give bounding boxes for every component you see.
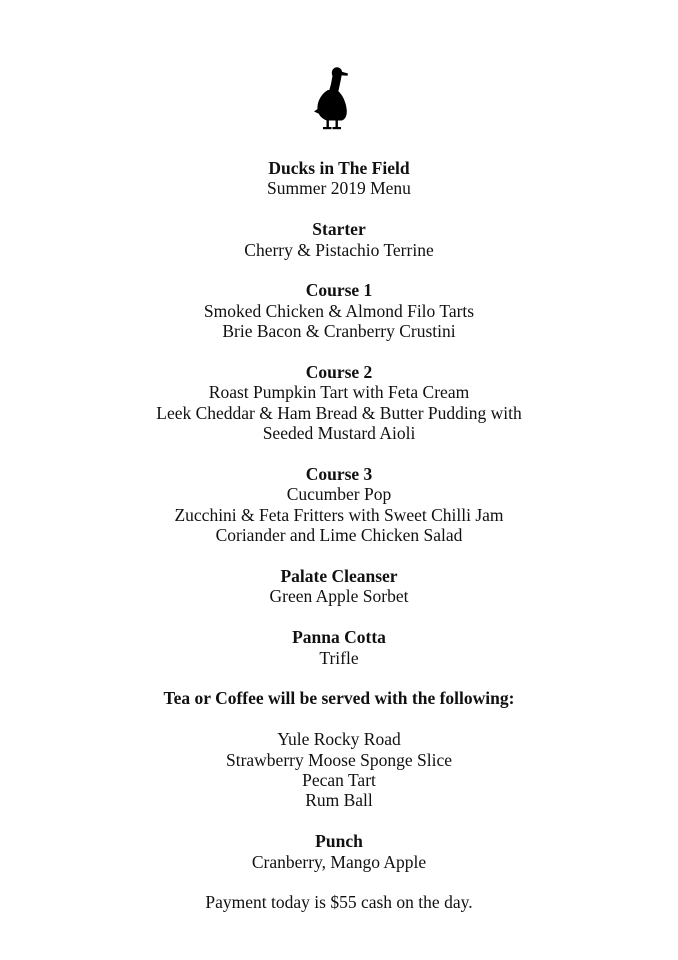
duck-icon [312,64,352,132]
menu-content [0,158,678,913]
menu-item: Cranberry, Mango Apple [251,851,427,872]
menu-item: Cherry & Pistachio Terrine [244,239,434,260]
menu-subtitle: Summer 2019 Menu [267,178,411,199]
section-heading-starter: Starter [312,219,366,240]
menu-item: Roast Pumpkin Tart with Feta Cream [208,382,470,403]
menu-item: Smoked Chicken & Almond Filo Tarts [203,300,475,321]
payment-note: Payment today is $55 cash on the day. [205,892,473,913]
menu-item: Seeded Mustard Aioli [262,423,416,444]
menu-item: Pecan Tart [302,770,376,791]
menu-item: Cucumber Pop [286,484,392,505]
menu-item: Zucchini & Feta Fritters with Sweet Chilli Jam [174,504,504,525]
section-heading-punch: Punch [315,831,363,852]
section-heading-course-3: Course 3 [305,464,373,485]
menu-item: Leek Cheddar & Ham Bread & Butter Pudding with [156,402,522,423]
section-heading-panna-cotta: Panna Cotta [292,627,386,648]
menu-item: Brie Bacon & Cranberry Crustini [222,321,456,342]
menu-item: Rum Ball [305,790,373,811]
menu-item: Trifle [319,647,359,668]
section-heading-tea-coffee: Tea or Coffee will be served with the following: [163,688,515,709]
menu-title: Ducks in The Field [268,158,410,178]
menu-item: Strawberry Moose Sponge Slice [225,749,452,770]
section-heading-course-2: Course 2 [305,362,373,383]
menu-item: Yule Rocky Road [277,729,401,750]
menu-item: Green Apple Sorbet [269,586,409,607]
section-heading-palate-cleanser: Palate Cleanser [280,566,398,587]
section-heading-course-1: Course 1 [305,280,373,301]
menu-item: Coriander and Lime Chicken Salad [215,525,463,546]
